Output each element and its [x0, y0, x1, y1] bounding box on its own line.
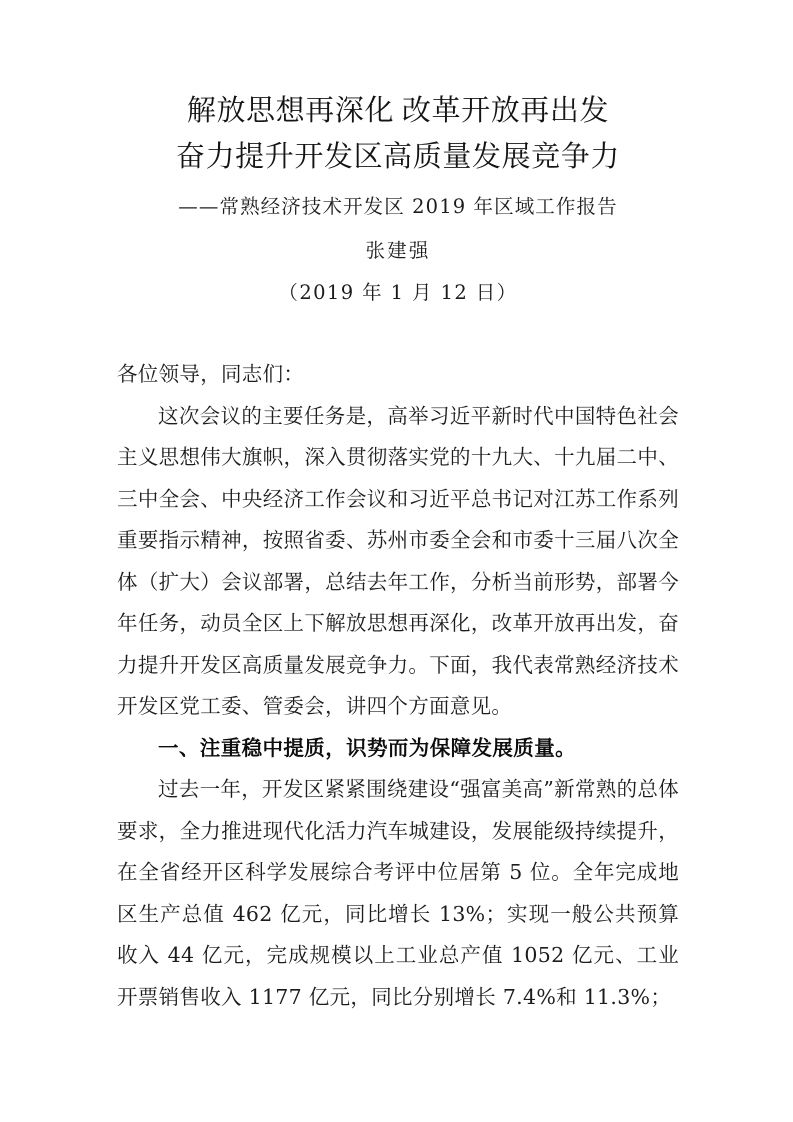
document-title-block	[117, 0, 679, 308]
document-date: （2019 年 1 月 12 日）	[278, 281, 518, 304]
document-title-line-1: 解放思想再深化 改革开放再出发	[186, 95, 610, 127]
document-subtitle: ——常熟经济技术开发区 2019 年区域工作报告	[178, 195, 618, 218]
body-paragraph: 这次会议的主要任务是，高举习近平新时代中国特色社会主义思想伟大旗帜，深入贯彻落实党的十九大、十九届二中、三中全会、中央经济工作会议和习近平总书记对江苏工作系列重要指示精神，按照省委、苏州市委全会和市委十三届八次全体（扩大）会议部署，总结去年工作，分析当前形势，部署今年任务，动员全区上下解放思想再深化，改革开放再出发，奋力提升开发区高质量发展竞争力。下面，我代表常熟经济技术开发区党工委、管委会，讲四个方面意见。	[117, 403, 679, 718]
document-author-byline: 张建强	[365, 239, 431, 262]
document-body	[117, 354, 679, 1018]
body-paragraph: 过去一年，开发区紧紧围绕建设“强富美高”新常熟的总体要求，全力推进现代化活力汽车城建设，发展能级持续提升，在全省经开区科学发展综合考评中位居第 5 位。全年完成地区生产总值 462 亿元，同比增长 13%；实现一般公共预算收入 44 亿元，完成规模以上工业总产值 1052 亿元、工业开票销售收入 1177 亿元，同比分别增长 7.4%和 11.3%；	[117, 777, 679, 1009]
document-content-column	[117, 0, 679, 1018]
section-heading-1: 一、注重稳中提质，识势而为保障发展质量。	[158, 736, 576, 760]
document-title-line-2: 奋力提升开发区高质量发展竞争力	[175, 141, 620, 173]
salutation-paragraph: 各位领导，同志们：	[117, 362, 305, 386]
